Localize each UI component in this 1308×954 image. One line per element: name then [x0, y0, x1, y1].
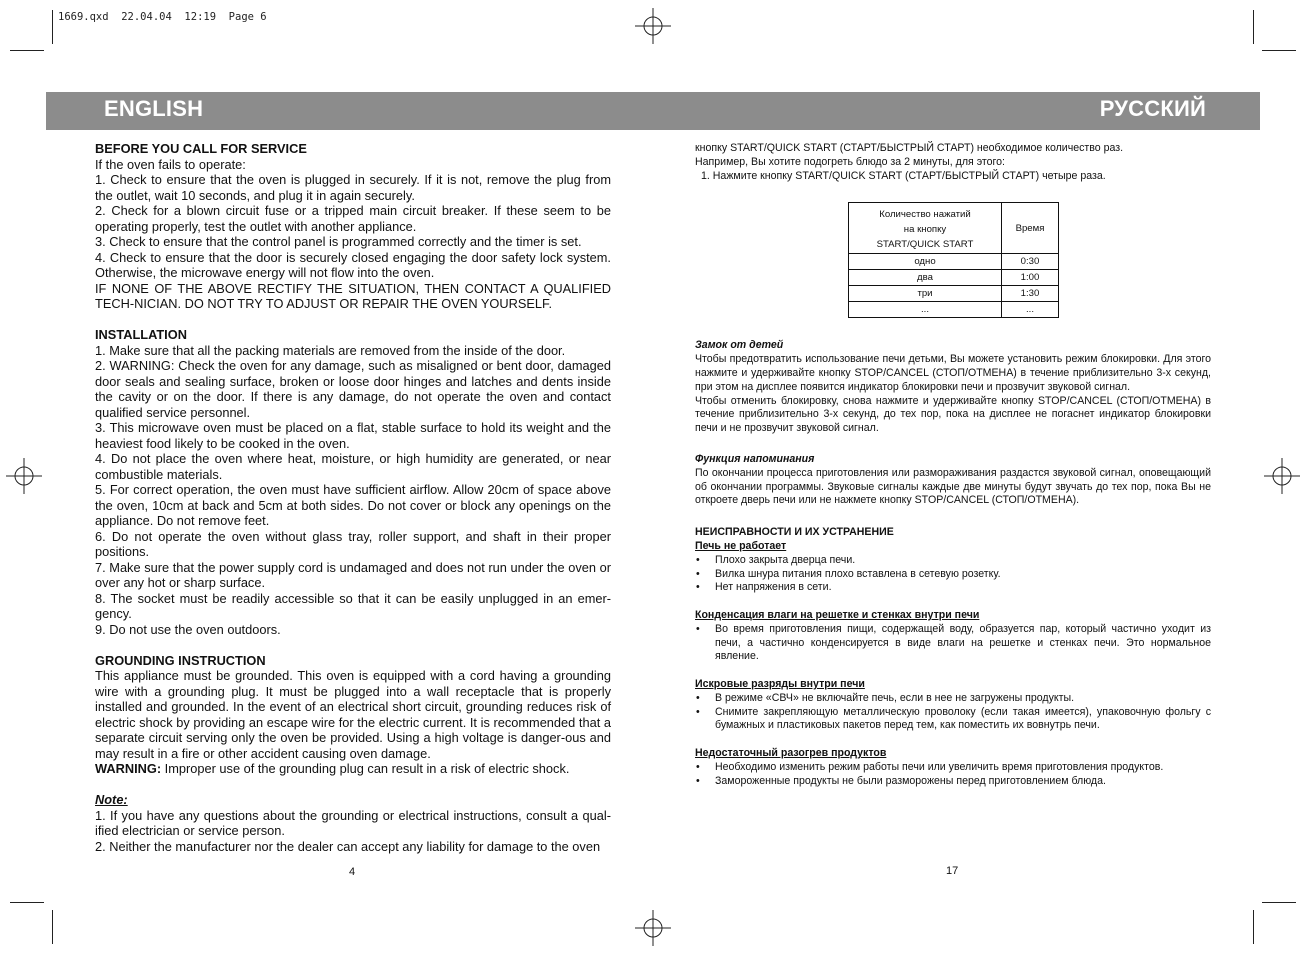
trouble-item: • Во время приготовления пищи, содержащей воду, образуется пар, который частично уходит из печи, а частично конденсируется в виде влаги на решетке и стенках печи. Это нормальное явление.: [695, 623, 1211, 664]
installation-paragraph: 6. Do not operate the oven without glass tray, roller support, and shaft in their proper positions.: [95, 528, 611, 559]
trouble-item: • Замороженные продукты не были разморожены перед приготовлением блюда.: [695, 775, 1211, 789]
spacer: [95, 637, 611, 653]
crop-mark: [1262, 902, 1296, 903]
header-time: Время: [1002, 203, 1059, 254]
trouble-item: • Необходимо изменить режим работы печи или увеличить время приготовления продуктов.: [695, 761, 1211, 775]
spacer: [695, 595, 1211, 609]
table-cell: три: [849, 286, 1002, 302]
service-paragraph: 3. Check to ensure that the control panel is programmed correctly and the timer is set.: [95, 234, 582, 249]
crop-mark: [52, 10, 53, 44]
table-row: [849, 254, 1059, 270]
registration-mark-icon: [1264, 458, 1300, 494]
installation-paragraph: 5. For correct operation, the oven must have sufficient airflow. Allow 20cm of space above the oven, 10cm at back and 5cm at both sides. Do not cover or block any openings on the appliance. Do not remove feet.: [95, 482, 611, 528]
trouble-item: • Нет напряжения в сети.: [695, 581, 1211, 595]
service-paragraph: 1. Check to ensure that the oven is plugged in securely. If it is not, remove the plug from the outlet, wait 10 seconds, and plug it in again securely.: [95, 172, 611, 203]
trouble-item: • В режиме «СВЧ» не включайте печь, если в нее не загружены продукты.: [695, 692, 1211, 706]
reminder-paragraph: По окончании процесса приготовления или размораживания раздастся звуковой сигнал, оповещающий об окончании программы. Звуковые сигналы каждые две минуты будут звучать до тех пор, пока Вы не откроете дверь печи или не нажмете кнопку STOP/CANCEL (СТОП/ОТМЕНА).: [695, 466, 1211, 507]
warning-paragraph: [95, 761, 611, 777]
crop-mark: [10, 902, 44, 903]
crop-mark: [1253, 910, 1254, 944]
spacer: [695, 733, 1211, 747]
warning-label: WARNING:: [95, 761, 162, 776]
child-lock-paragraph: Чтобы предотвратить использование печи детьми, Вы можете установить режим блокировки. Для этого нажмите и удерживайте кнопку STOP/CANCEL (СТОП/ОТМЕНА) в течение приблизительно 3-х секунд, при этом на дисплее появится индикатор блокировки печи и прозвучит звуковой сигнал.: [695, 353, 1211, 393]
installation-paragraph: 7. Make sure that the power supply cord is undamaged and does not run under the oven or over any hot or sharp surface.: [95, 559, 611, 590]
note-title: Note:: [95, 792, 128, 807]
trouble-item: • Снимите закрепляющую металлическую проволоку (если такая имеется), упаковочную фольгу с бумажных и пластиковых пакетов перед тем, как поместить их вовнутрь печи.: [695, 706, 1211, 734]
trouble-item: • Вилка шнура питания плохо вставлена в сетевую розетку.: [695, 568, 1211, 582]
intro-line: кнопку START/QUICK START (СТАРТ/БЫСТРЫЙ СТАРТ) необходимое количество раз.: [695, 142, 1124, 154]
intro-line: Например, Вы хотите подогреть блюдо за 2 минуты, для этого:: [695, 155, 1005, 168]
installation-paragraph: 4. Do not place the oven where heat, moisture, or high humidity are generated, or near combustible materials.: [95, 451, 611, 482]
service-paragraph: IF NONE OF THE ABOVE RECTIFY THE SITUATION, THEN CONTACT A QUALIFIED TECH-NICIAN. DO NOT TRY TO ADJUST OR REPAIR THE OVEN YOURSELF.: [95, 280, 611, 311]
service-paragraph: 4. Check to ensure that the door is securely closed engaging the door safety lock system. Otherwise, the microwave energy will not flow into the oven.: [95, 249, 611, 280]
table-cell: 1:00: [1002, 270, 1059, 286]
registration-mark-icon: [635, 910, 671, 946]
installation-paragraph: 2. WARNING: Check the oven for any damage, such as misaligned or bent door, damaged door seals and sealing surface, broken or loose door hinges and latches and dents inside the cavity or on the door. If there is any damage, do not operate the oven and contact qualified service personnel.: [95, 358, 611, 420]
header-presses-line: Количество нажатий: [879, 208, 971, 220]
note-paragraph: 2. Neither the manufacturer nor the dealer can accept any liability for damage to the oven: [95, 838, 601, 854]
table-cell: ...: [849, 302, 1002, 318]
trouble-heading: Недостаточный разогрев продуктов: [695, 746, 887, 759]
crop-mark: [1253, 10, 1254, 44]
note-paragraph: 1. If you have any questions about the grounding or electrical instructions, consult a qual-ified electrician or service person.: [95, 807, 611, 838]
service-paragraph: 2. Check for a blown circuit fuse or a tripped main circuit breaker. If these seem to be operating properly, test the outlet with another appliance.: [95, 203, 611, 234]
english-header: ENGLISH: [104, 96, 204, 121]
table-cell: два: [849, 270, 1002, 286]
registration-mark-icon: [6, 458, 42, 494]
grounding-title: GROUNDING INSTRUCTION: [95, 652, 266, 668]
table-row: [849, 286, 1059, 302]
troubleshooting-title: НЕИСПРАВНОСТИ И ИХ УСТРАНЕНИЕ: [695, 526, 894, 539]
trouble-heading: Конденсация влаги на решетке и стенках внутри печи: [695, 608, 980, 621]
grounding-paragraph: This appliance must be grounded. This oven is equipped with a cord having a grounding wire with a grounding plug. It must be plugged into a wall receptacle that is properly installed and grounded. In the event of an electrical short circuit, grounding reduces risk of electric shock by providing an escape wire for the electric current. It is recommended that a separate circuit serving only the oven be provided. Using a high voltage is danger-ous and may result in a fire or other accident causing oven damage.: [95, 668, 611, 761]
spacer: [695, 508, 1211, 526]
header-presses: [849, 203, 1002, 254]
trouble-heading: Искровые разряды внутри печи: [695, 677, 865, 690]
spacer: [95, 777, 611, 793]
crop-mark: [1262, 50, 1296, 51]
spacer: [695, 664, 1211, 678]
child-lock-paragraph: Чтобы отменить блокировку, снова нажмите и удерживайте кнопку STOP/CANCEL (СТОП/ОТМЕНА) в течение приблизительно 3-х секунд, до тех пор, пока на дисплее не погаснет индикатор блокировки печи и не прозвучит звуковой сигнал.: [695, 394, 1211, 435]
table-row: [849, 270, 1059, 286]
service-title: BEFORE YOU CALL FOR SERVICE: [95, 141, 307, 156]
table-cell: ...: [1002, 302, 1059, 318]
language-banner: [46, 92, 1260, 130]
trouble-item: • Плохо закрыта дверца печи.: [695, 554, 1211, 568]
spacer: [695, 436, 1211, 453]
reminder-title: Функция напоминания: [695, 452, 815, 465]
header-presses-line: START/QUICK START: [876, 238, 974, 250]
page-number-left: 4: [349, 866, 356, 878]
table-cell: 0:30: [1002, 254, 1059, 270]
table-cell: одно: [849, 254, 1002, 270]
installation-paragraph: 8. The socket must be readily accessible so that it can be easily unplugged in an emer-gency.: [95, 590, 611, 621]
header-presses-line: на кнопку: [903, 223, 947, 235]
table-header-row: [849, 203, 1059, 254]
table-cell: 1:30: [1002, 286, 1059, 302]
installation-paragraph: 9. Do not use the oven outdoors.: [95, 621, 281, 637]
press-count-table: [848, 202, 1059, 318]
english-column: [95, 141, 611, 854]
table-row: [849, 302, 1059, 318]
installation-paragraph: 1. Make sure that all the packing materials are removed from the inside of the door.: [95, 342, 566, 358]
crop-mark: [52, 910, 53, 944]
printer-slug: 1669.qxd 22.04.04 12:19 Page 6: [58, 11, 267, 23]
spacer: [95, 312, 611, 328]
russian-header: РУССКИЙ: [1099, 96, 1206, 121]
page-number-right: 17: [946, 865, 959, 877]
warning-text: Improper use of the grounding plug can result in a risk of electric shock.: [161, 761, 570, 776]
installation-paragraph: 3. This microwave oven must be placed on a flat, stable surface to hold its weight and the heaviest food likely to be cooked in the oven.: [95, 420, 611, 451]
crop-mark: [10, 50, 44, 51]
registration-mark-icon: [635, 8, 671, 44]
service-paragraph: If the oven fails to operate:: [95, 156, 246, 172]
installation-title: INSTALLATION: [95, 327, 187, 342]
trouble-heading: Печь не работает: [695, 539, 787, 552]
child-lock-title: Замок от детей: [695, 339, 784, 352]
intro-line: 1. Нажмите кнопку START/QUICK START (СТАРТ/БЫСТРЫЙ СТАРТ) четыре раза.: [701, 169, 1106, 182]
